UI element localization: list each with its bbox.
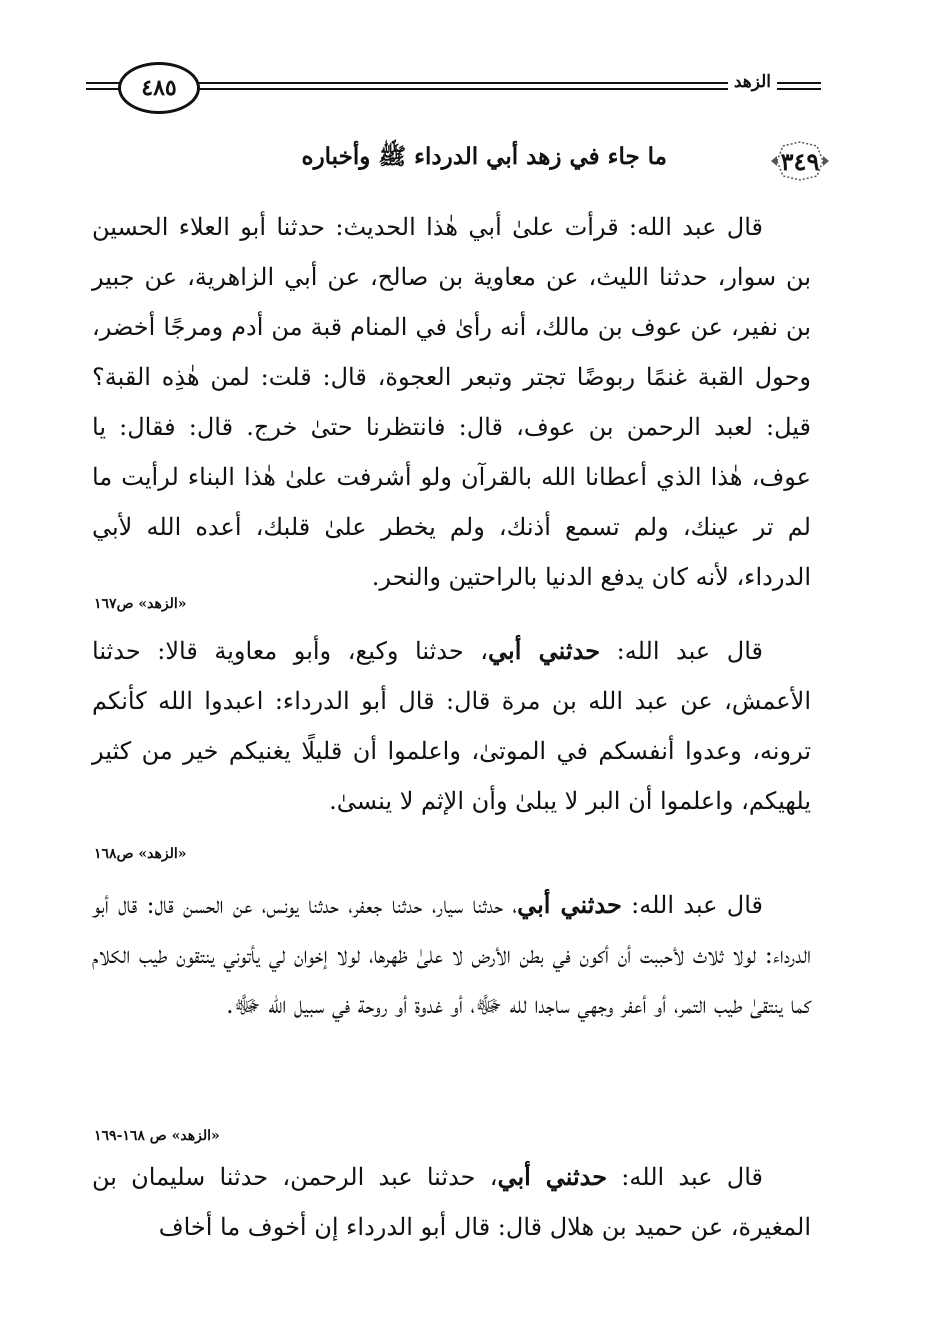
chapter-title: ما جاء في زهد أبي الدرداء ﷺ وأخباره bbox=[301, 143, 667, 170]
narration-body: ، حدثنا سيار، حدثنا جعفر، حدثنا يونس، عن الحسن قال: قال أبو الدرداء: لولا ثلاث لأحببت أن أكون في بطن الأرض لا علىٰ ظهرها، لولا إخوان لي يأتوني ينتقون طيب الكلام كما ينتقىٰ طيب التمر، أو أعفر وجهي ساجدا لله ﷻ، أو غدوة أو روحة في سبيل الله ﷻ. bbox=[92, 891, 811, 1019]
page-header bbox=[86, 58, 821, 118]
narration-text bbox=[92, 880, 811, 1030]
isnad-bold: حدثني أبي bbox=[497, 1162, 608, 1191]
page-number: ٤٨٥ bbox=[118, 62, 200, 114]
narration-text: قال عبد الله: قرأت علىٰ أبي هٰذا الحديث: حدثنا أبو العلاء الحسين بن سوار، حدثنا الليث، عن معاوية بن صالح، عن أبي الزاهرية، عن جبير بن نفير، عن عوف بن مالك، أنه رأىٰ في المنام قبة من أدم ومرجًا أخضر، وحول القبة غنمًا ربوضًا تجتر وتبعر العجوة، قال: قلت: لمن هٰذِه القبة؟ قيل: لعبد الرحمن بن عوف، قال: فانتظرنا حتىٰ خرج. قال: فقال: يا عوف، هٰذا الذي أعطانا الله بالقرآن ولو أشرفت علىٰ هٰذا البناء لرأيت ما لم تر عينك، ولم تسمع أذنك، ولم يخطر علىٰ قلبك، أعده الله لأبي الدرداء، لأنه كان يدفع الدنيا بالراحتين والنحر. bbox=[92, 213, 811, 591]
narration-1 bbox=[92, 202, 811, 602]
narration-body: ، حدثنا عبد الرحمن، حدثنا سليمان بن المغيرة، عن حميد بن هلال قال: قال أبو الدرداء إن أخوف ما أخاف bbox=[92, 1163, 811, 1241]
narration-3 bbox=[92, 880, 811, 1030]
narration-text bbox=[92, 1152, 811, 1252]
running-title: الزهد bbox=[728, 72, 777, 92]
isnad-bold: حدثني أبي bbox=[488, 636, 601, 665]
source-citation-1: «الزهد» ص١٦٧ bbox=[94, 596, 187, 612]
narration-2 bbox=[92, 626, 811, 826]
narration-prefix: قال عبد الله: bbox=[607, 1163, 763, 1191]
chapter-number: ٣٤٩ bbox=[780, 146, 820, 176]
narration-prefix: قال عبد الله: bbox=[600, 637, 763, 665]
narration-body: ، حدثنا وكيع، وأبو معاوية قالا: حدثنا الأعمش، عن عبد الله بن مرة قال: قال أبو الدرداء: اعبدوا الله كأنكم ترونه، وعدوا أنفسكم في الموتىٰ، واعلموا أن قليلًا يغنيكم خير من كثير يلهيكم، واعلموا أن البر لا يبلىٰ وأن الإثم لا ينسىٰ. bbox=[92, 637, 811, 815]
narration-prefix: قال عبد الله: bbox=[621, 891, 763, 919]
source-citation-3: «الزهد» ص ١٦٨-١٦٩ bbox=[94, 1128, 220, 1144]
isnad-bold: حدثني أبي bbox=[517, 890, 622, 919]
narration-text bbox=[92, 626, 811, 826]
chapter-number-badge bbox=[767, 140, 833, 182]
source-citation-2: «الزهد» ص١٦٨ bbox=[94, 846, 187, 862]
narration-4 bbox=[92, 1152, 811, 1252]
